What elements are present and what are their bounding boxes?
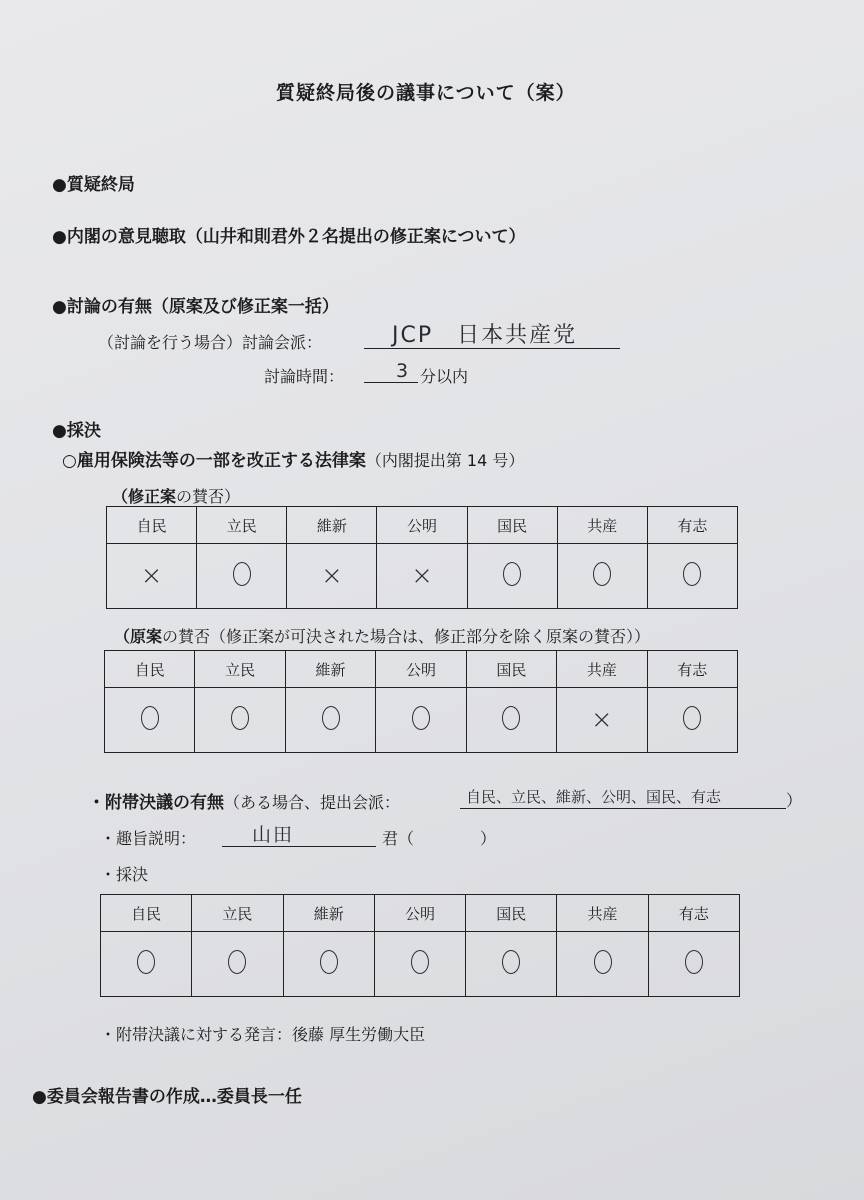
futai-close: ） xyxy=(786,791,803,810)
futai-kaiha-underline xyxy=(460,808,786,809)
party-header-cell: 自民 xyxy=(107,507,197,544)
party-header-cell: 有志 xyxy=(648,895,739,932)
vote-cell xyxy=(557,688,647,753)
vote-cross-mark: × xyxy=(411,561,433,591)
item-houkoku: ●委員会報告書の作成…委員長一任 xyxy=(32,1087,302,1107)
futai-label: ・附帯決議の有無 xyxy=(88,793,224,813)
party-header-cell: 共産 xyxy=(557,507,647,544)
vote-circle-mark xyxy=(685,950,703,974)
vote-cell xyxy=(283,932,374,997)
vote-cell xyxy=(648,932,739,997)
bill-line xyxy=(62,446,524,471)
party-header-cell: 立民 xyxy=(195,651,285,688)
vote-cell xyxy=(287,544,377,609)
futai-kaiha-handwritten: 自民、立民、維新、公明、国民、有志 xyxy=(466,788,722,806)
party-header-cell: 立民 xyxy=(192,895,283,932)
party-header-cell: 自民 xyxy=(105,651,195,688)
vote-circle-mark xyxy=(228,950,246,974)
vote-cell xyxy=(374,932,465,997)
bill-note: （内閣提出第 14 号） xyxy=(365,451,525,470)
vote-cell xyxy=(285,688,375,753)
vote-cell xyxy=(557,544,647,609)
party-header-cell: 国民 xyxy=(467,507,557,544)
party-header-cell: 維新 xyxy=(285,651,375,688)
item-naikaku-iken: ●内閣の意見聴取（山井和則君外２名提出の修正案について） xyxy=(52,227,526,247)
shushi-label: ・趣旨説明： xyxy=(100,829,197,848)
touron-time-label: 討論時間： xyxy=(264,367,345,386)
party-header-cell: 公明 xyxy=(376,651,466,688)
vote-cell xyxy=(647,688,737,753)
vote-circle-mark xyxy=(412,706,430,730)
item-shitsugi-shukyoku: ●質疑終局 xyxy=(52,175,135,195)
vote-circle-mark xyxy=(503,562,521,586)
vote-cell xyxy=(105,688,195,753)
vote-cell xyxy=(107,544,197,609)
vote-cell xyxy=(466,688,556,753)
futai-hatsugen: ・附帯決議に対する発言：後藤 厚生労働大臣 xyxy=(100,1025,426,1044)
party-header-cell: 有志 xyxy=(647,651,737,688)
original-caption-a: （原案 xyxy=(114,627,163,646)
amendment-caption-a: （修正案 xyxy=(112,487,177,506)
bill-title: ○雇用保険法等の一部を改正する法律案 xyxy=(62,451,366,471)
page-title: 質疑終局後の議事について（案） xyxy=(276,82,576,104)
vote-cell xyxy=(467,544,557,609)
vote-cell xyxy=(377,544,467,609)
vote-cell xyxy=(557,932,648,997)
party-header-cell: 自民 xyxy=(101,895,192,932)
original-caption xyxy=(114,624,650,647)
vote-circle-mark xyxy=(141,706,159,730)
vote-circle-mark xyxy=(322,706,340,730)
party-header-cell: 維新 xyxy=(287,507,377,544)
touron-time-unit: 分以内 xyxy=(420,367,469,386)
vote-cross-mark: × xyxy=(320,561,343,591)
touron-time-value: 3 xyxy=(396,360,411,382)
amendment-caption xyxy=(112,484,240,507)
party-header-cell: 有志 xyxy=(647,507,737,544)
original-vote-table xyxy=(104,650,738,753)
item-touron-umu: ●討論の有無（原案及び修正案一括） xyxy=(52,297,339,317)
party-header-cell: 共産 xyxy=(557,651,647,688)
original-caption-b: の賛否（修正案が可決された場合は、修正部分を除く原案の賛否）） xyxy=(162,627,651,646)
party-header-cell: 公明 xyxy=(377,507,467,544)
futai-line xyxy=(88,788,400,813)
vote-circle-mark xyxy=(683,562,701,586)
touron-time-underline xyxy=(364,382,418,383)
vote-circle-mark xyxy=(320,950,338,974)
futai-saiketsu-label: ・採決 xyxy=(100,865,149,884)
vote-cell xyxy=(195,688,285,753)
futai-note: （ある場合、提出会派： xyxy=(224,793,401,812)
vote-circle-mark xyxy=(593,562,611,586)
party-header-cell: 公明 xyxy=(374,895,465,932)
party-header-cell: 共産 xyxy=(557,895,648,932)
vote-circle-mark xyxy=(233,562,251,586)
vote-cross-mark: × xyxy=(590,705,613,735)
touron-kaiha-handwritten: JCP 日本共産党 xyxy=(392,323,578,348)
vote-cell xyxy=(197,544,287,609)
vote-circle-mark xyxy=(231,706,249,730)
vote-cell xyxy=(192,932,283,997)
futai-vote-table xyxy=(100,894,740,997)
party-header-cell: 立民 xyxy=(197,507,287,544)
party-header-cell: 国民 xyxy=(466,651,556,688)
vote-cell xyxy=(466,932,557,997)
shushi-close: ） xyxy=(480,829,497,848)
vote-cell xyxy=(376,688,466,753)
touron-case-label: （討論を行う場合）討論会派： xyxy=(98,333,323,352)
party-header-cell: 維新 xyxy=(283,895,374,932)
vote-cell xyxy=(101,932,192,997)
shushi-name-handwritten: 山田 xyxy=(252,824,295,846)
vote-circle-mark xyxy=(502,950,520,974)
item-saiketsu: ●採決 xyxy=(52,421,101,441)
vote-cross-mark: × xyxy=(140,561,163,591)
vote-circle-mark xyxy=(137,950,155,974)
shushi-underline xyxy=(222,846,376,847)
vote-circle-mark xyxy=(683,706,701,730)
vote-circle-mark xyxy=(411,950,429,974)
vote-cell xyxy=(647,544,737,609)
amendment-caption-b: の賛否） xyxy=(176,487,241,506)
amendment-vote-table xyxy=(106,506,738,609)
vote-circle-mark xyxy=(502,706,520,730)
vote-circle-mark xyxy=(594,950,612,974)
shushi-kun: 君（ xyxy=(382,829,415,848)
party-header-cell: 国民 xyxy=(466,895,557,932)
